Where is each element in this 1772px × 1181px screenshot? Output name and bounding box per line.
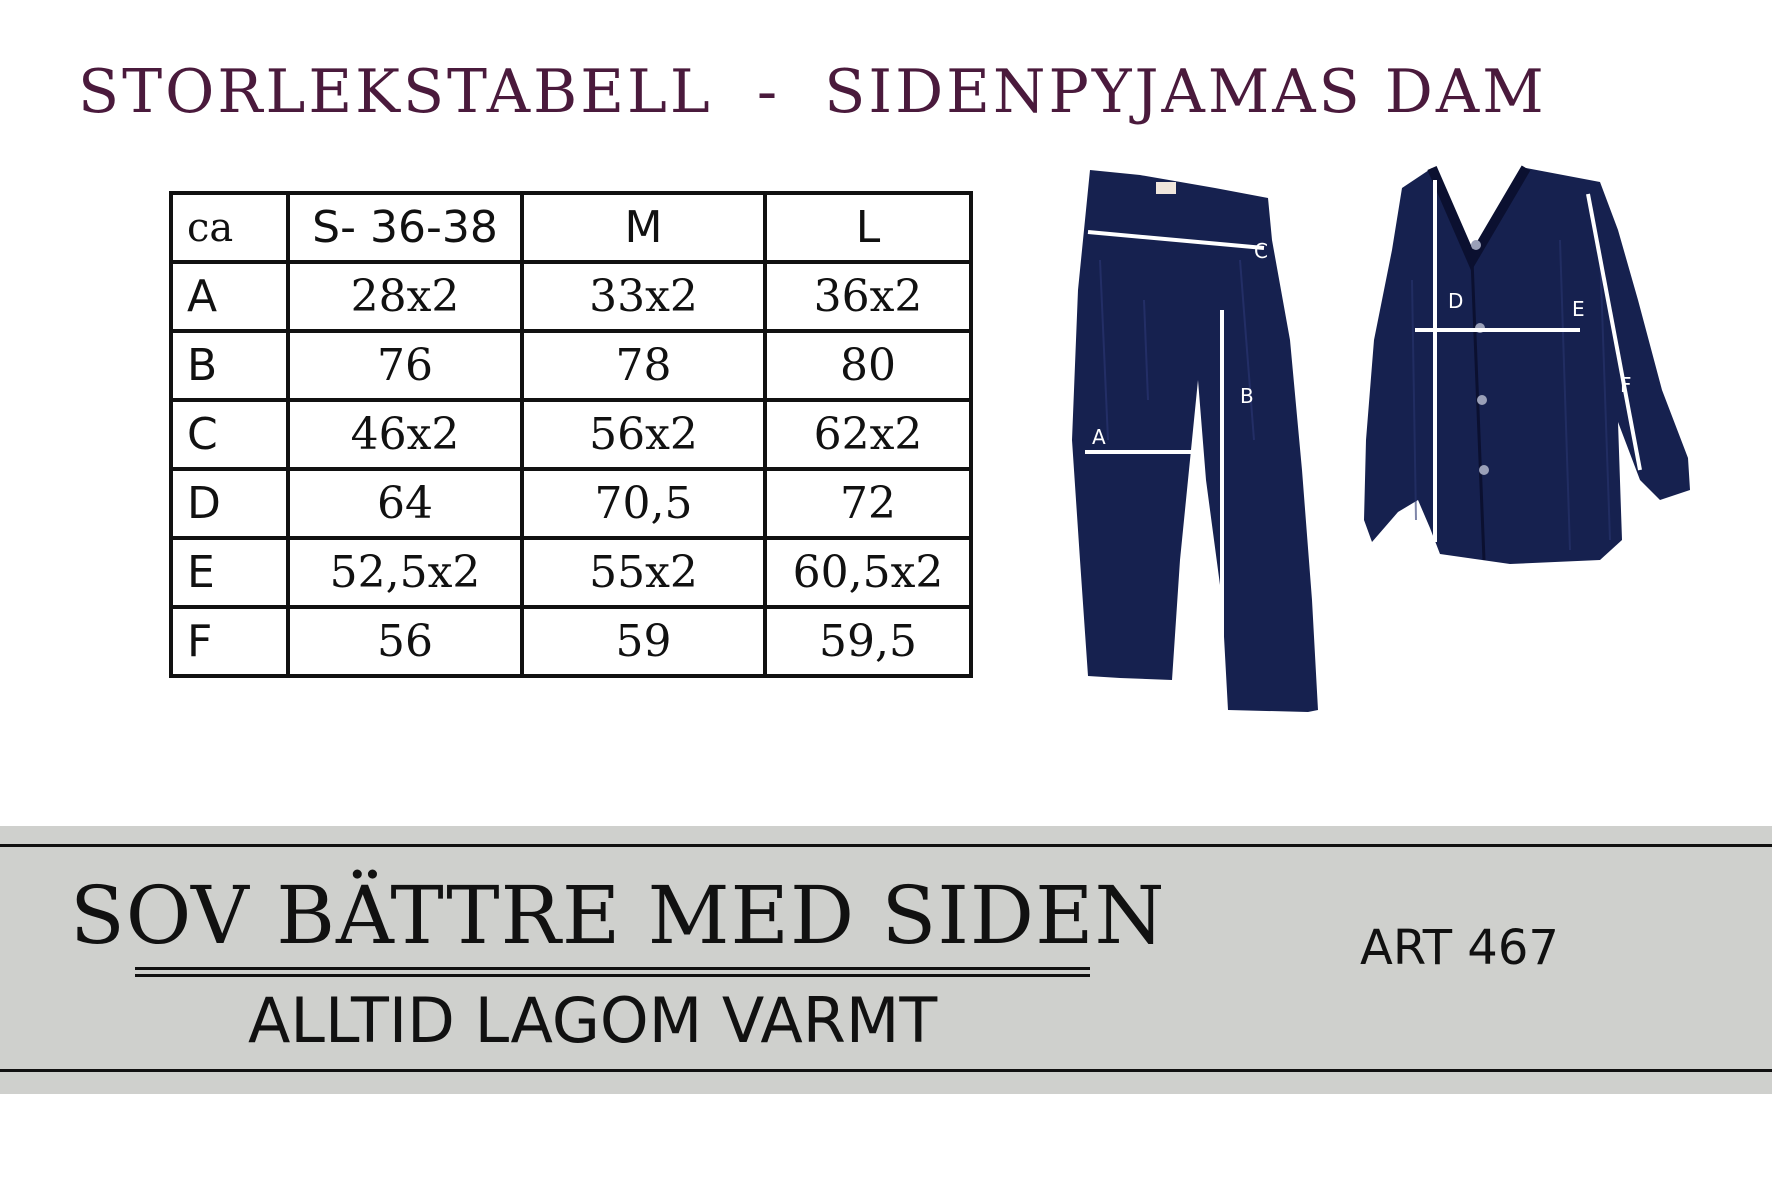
table-row: [171, 331, 971, 400]
table-cell: 28x2: [288, 262, 522, 331]
table-cell: 70,5: [522, 469, 765, 538]
pants-shape: [1072, 170, 1318, 712]
top-button: [1477, 395, 1487, 405]
top-button: [1479, 465, 1489, 475]
column-header-l: L: [765, 193, 971, 262]
table-row: [171, 400, 971, 469]
row-label: A: [171, 262, 288, 331]
pajama-top-illustration: [1364, 168, 1690, 564]
table-cell: 46x2: [288, 400, 522, 469]
top-button: [1471, 240, 1481, 250]
measure-label-d: D: [1448, 289, 1464, 313]
column-header-m: M: [522, 193, 765, 262]
slogan-heading: SOV BÄTTRE MED SIDEN: [70, 869, 1166, 962]
row-label: F: [171, 607, 288, 676]
pajama-pants-illustration: [1072, 170, 1318, 712]
table-cell: 56: [288, 607, 522, 676]
table-row: [171, 262, 971, 331]
size-table: [169, 191, 973, 678]
table-cell: 60,5x2: [765, 538, 971, 607]
table-row: [171, 607, 971, 676]
table-cell: 52,5x2: [288, 538, 522, 607]
slogan-underline: [135, 974, 1090, 977]
column-header-s: S- 36-38: [288, 193, 522, 262]
table-cell: 59,5: [765, 607, 971, 676]
measure-label-f: F: [1620, 373, 1632, 397]
garment-illustration: [1040, 140, 1700, 740]
table-row: [171, 469, 971, 538]
table-cell: 76: [288, 331, 522, 400]
row-label: E: [171, 538, 288, 607]
table-cell: 36x2: [765, 262, 971, 331]
table-cell: 33x2: [522, 262, 765, 331]
table-row: [171, 538, 971, 607]
table-cell: 59: [522, 607, 765, 676]
table-cell: 64: [288, 469, 522, 538]
measure-label-c: C: [1254, 239, 1268, 263]
measure-label-b: B: [1240, 384, 1254, 408]
table-cell: 62x2: [765, 400, 971, 469]
article-number: ART 467: [1360, 920, 1559, 976]
banner-bottom-rule: [0, 1069, 1772, 1072]
table-cell: 55x2: [522, 538, 765, 607]
slogan-subheading: ALLTID LAGOM VARMT: [248, 984, 938, 1057]
measure-label-a: A: [1092, 425, 1106, 449]
row-label: D: [171, 469, 288, 538]
table-cell: 78: [522, 331, 765, 400]
row-label: C: [171, 400, 288, 469]
page-title: STORLEKSTABELL - SIDENPYJAMAS DAM: [78, 57, 1547, 127]
table-cell: 72: [765, 469, 971, 538]
slogan-underline: [135, 967, 1090, 970]
row-label: B: [171, 331, 288, 400]
table-cell: 56x2: [522, 400, 765, 469]
table-corner-label: ca: [171, 193, 288, 262]
table-header-row: [171, 193, 971, 262]
banner-top-rule: [0, 844, 1772, 847]
measure-label-e: E: [1572, 297, 1585, 321]
table-cell: 80: [765, 331, 971, 400]
